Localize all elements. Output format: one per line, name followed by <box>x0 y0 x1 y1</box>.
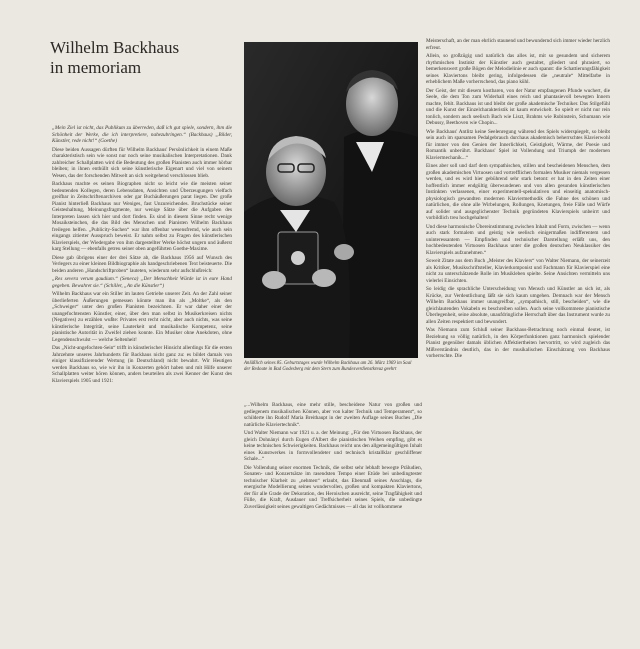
paragraph: Wilhelm Backhaus war ein Stiller im lauten Getriebe unserer Zeit. An der Zahl seiner überlieferten Äußerungen gemessen könnte man ihn als „Moltke“, als den „Schweiger“ unter den großen Pianisten bezeichnen. Er war daher einer der unangefochtensten Künstler, einer, über den man selbst in Musikerkreisen nichts (Negatives) zu erzählen wußte: Privates erst recht nicht, aber auch nichts, was seine künstlerische Integrität, seine Lauterkeit und musikalische Kompetenz, seine pianistische Autorität in Zweifel ziehen konnte. Ein Musiker ohne Anekdoten, ohne Legendenschwulst — welche Seltenheit! <box>52 291 232 343</box>
title-line-1: Wilhelm Backhaus <box>50 38 180 57</box>
paragraph: Was Niemann zum Schluß seiner Backhaus-Betrachtung noch einmal deutet, ist Beziehung so völlig natürlich, in den Körperfunktionen ganz harmonisch spielender Pianist gegenüber damals üblichen Affektiertheiten hervortritt, so wird zugleich das Mißverständnis deutlich, das in der musikalischen Einschätzung von Backhaus vorherrschte. Die <box>426 327 610 359</box>
photo-illustration <box>244 42 418 358</box>
photo-caption: Anläßlich seines 85. Geburtstages wurde Wilhelm Backhaus am 26. März 1969 im Saal der Redoute in Bad Godesberg mit dem Stern zum Bundesverdienstkreuz geehrt <box>244 361 412 372</box>
paragraph: Der Geist, der mit diesem kostbaren, von der Natur empfangenen Pfunde wuchert, die Seele, die dem Ton zum Widerhall eines reich und phantasievoll bewegten Innern machte, fehlt. Backhaus ist und bleibt der große akademische Techniker. Das Stilgefühl und die Kunst der Einzelcharakteristik ist kaum entwickelt. So spielt er nicht nur rein tonlich, sondern auch seelisch Bach wie Liszt, Brahms wie Rubinstein, Schumann wie Debussy, Beethoven wie Chopin... <box>426 87 610 126</box>
paragraph: Meisterschaft, an der man ehrlich staunend und bewundernd sich immer wieder herzlich erfreut. <box>426 38 610 51</box>
paragraph: Die Vollendung seiner enormen Technik, die selbst sehr lebhaft bewegte Präludien, Sonaten- und Konzertsätze im rasendsten Tempo einer Etüde bei unbedingtester technischer Klarheit zu „nehmen“ erlaubt, das Ebenmaß seines Anschlags, die energische Modellierung seines wundervollen, großen und kompakten Klaviertons, der für alle Grade der Dekoration, des Heroischen ausreicht, seine Tragfähigkeit und Fülle, die Kraft, Ausdauer und Treffsicherheit seines Spiels, die unbedingte Zuverlässigkeit seines gewaltigen Gedächtnisses — all das ist vollkommene <box>244 464 422 510</box>
paragraph: Backhaus machte es seinen Biographen nicht so leicht wie die meisten seiner bedeutenden Kollegen, deren Lebensdaten, Ansichten und Überzeugungen vielfach greifbar in Zeitschriftenarchiven oder gar Buchäußerungen parat liegen. Der große Pianist hinterließ Backhaus nur Weniges, fast Unzureichendes. Bruchstücke seiner Geisteshaltung, Meinungsfragmente, nur wenige Sätze über die Aufgaben des Interpreten lassen sich hier und dort finden. Es sind in diesem Sinne recht wenige Mosaiksteinchen, die das Bild des Menschen und Pianisten Wilhelm Backhaus freilegen helfen. „Publicity-Suchen“ war ihm offenbar wesensfremd, wie auch sein eingangs zitierter Ausspruch beweist. Er nahm selbst zu Fragen des künstlerischen Klavierspiels, der Wiedergabe von ihm dargestellter Werke höchst ungern und äußerst karg Stellung — ebenfalls getreu seiner oben angeführten Goethe-Maxime. <box>52 181 232 252</box>
handwriting-quote: „Res severa verum gaudium.“ (Seneca) „Der Menschheit Würde ist in eure Hand gegeben. Bewahret sie.“ (Schiller, „An die Künstler“) <box>52 276 232 289</box>
paragraph: Eines aber soll und darf dem sympathischen, stillen und bescheidenen Menschen, dem großen akademischen Virtuosen und vortrefflichen formalen Musiker niemals vergessen werden, und es wird hier gebührend sehr stark betont: er hat in den Zeiten einer hoffentlich immer endgültig überwundenen und von allen gesunden künstlerischen Instinkten verlassenen, einer experimentell-spekulativen und einseitig anatomisch-physiologisch gewandten modernen Klaviermethodik die Fahne des schönen und natürlichen, die ohne alle Wirbelungen, Rollungen, Knetungen, freie Fälle und Würfe auf solider und ausgeglichenster Technik gegründeten Klavierspiels unbeirrt und vorbildlich treu hochgehalten! <box>426 163 610 221</box>
paragraph: Wie Backhaus' Antlitz keine Seelenregung während des Spiels widerspiegelt, so bleibt sein auch im sparsamen Pedalgebrauch durchaus akademisch beherrschtes Klavierwohl für immer von den Genien der Innerlichkeit, Geistigkeit, Wärme, der Poesie und Romantik unberührt. Backhaus' Spiel ist Vollendung und Triumph der modernen Klaviermechanik...“ <box>426 128 610 161</box>
paragraph: Und diese harmonische Übereinstimmung zwischen Inhalt und Form, zwischen — wenn auch stark formalem und geistig wie seelisch einigermaßen indifferentem und uninteressantem — Empfinden und technischer Darstellung erläßt uns, den hochbedeutenden Virtuosen Backhaus unter die großen deutschen Neuklassiker des Klavierspiels aufzunehmen.“ <box>426 223 610 256</box>
text-column-3 <box>426 38 610 630</box>
backhaus-award-photo <box>244 42 418 358</box>
paragraph: Diese beiden Aussagen dürften für Wilhelm Backhaus' Persönlichkeit in einem Maße charakteristisch sein wie sonst nur noch seine musikalischen Interpretationen. Dank zahlreicher Schallplatten wird die Bedeutung des großen Pianisten auch immer hörbar bleiben; in ihnen enthüllt sich seine künstlerische Eigenart und viel von seinem Wesen, das der forschenden Mitwelt an sich weitgehend verschlossen blieb. <box>52 146 232 179</box>
title-line-2: in memoriam <box>50 58 142 77</box>
paragraph: Und Walter Niemann war 1921 u. a. der Meinung: „Für den Virtuosen Backhaus, der gleich Dohnányi durch Eugen d'Albert die pianistischen Weihen empfing, gibt es keine technischen Schwierigkeiten. Backhaus reicht uns den allgemeingültigen Inhalt eines Kunstwerkes in formvollendeter und technisch kristallklar geschliffener Schale...“ <box>244 430 422 462</box>
text-column-1 <box>52 125 232 630</box>
paragraph: Soweit Zitate aus dem Buch „Meister des Klaviers“ von Walter Niemann, der seinerzeit als Kritiker, Musikschriftsteller, Klavierkomponist und Fachmann für Klavierspiel eine nicht zu unterschätzende Rolle im Musikleben spielte. Seine Ansichten vermitteln uns vielerlei Einsichten. <box>426 258 610 284</box>
text-column-2 <box>244 402 422 632</box>
paragraph: Diese gab übrigens einer der drei Sätze ab, die Backhaus 1956 auf Wunsch des Verlegers zu einer kleinen Bildbiographie als handgeschriebenen Text beisteuerte. Die beiden anderen „Handschriftproben“ lauteten, wiederum sehr aufschlußreich: <box>52 254 232 274</box>
epigraph-quote: „Mein Ziel ist nicht, das Publikum zu überreden, daß ich gut spiele, sondern, ihm die Schönheit der Werke, die ich interpretiere, nahezubringen.“ (Backhaus) „Bilder, Künstler, rede nicht!“ (Goethe) <box>52 125 232 144</box>
paragraph: So leidig die sprachliche Unterscheidung von Mensch und Künstler an sich ist, als Krücke, zur Verdeutlichung läßt sie sich kaum umgehen. Demnach war der Mensch Wilhelm Backhaus immer unangreifbar, „sympathisch, still, bescheiden“, wie die gleichlautenden Vokabeln es beschreiben sollen. Auch seine vollkommene pianistische Überlegenheit, seine absolute, unaufdringliche Herrschaft über das Instrument wurde zu allen Zeiten respektiert und bewundert. <box>426 286 610 325</box>
page-title <box>50 38 179 78</box>
paragraph: Allein, so großzügig und natürlich das alles ist, mit so gesundem und sicherem rhythmischen Instinkt der Künstler auch gestaltet, gliedert und phrasiert, so bemerkenswert große Bögen der Melodielinie er auch spannt: die Schattierungsfähigkeit seines Klaviertons bleibt gering, infolgedessen die „neutrale“ Mittelfarbe in erheblichem Maße vorherrschend, das piano kühl. <box>426 53 610 85</box>
paragraph: „...Wilhelm Backhaus, eine mehr stille, bescheidene Natur von großen und gediegenem musikalischen Können, aber von kalter Technik und Temperament“, so schilderte ihn Rudolf Maria Breithaupt in der zweiten Auflage seines Buches „Die natürliche Klaviertechnik“. <box>244 402 422 428</box>
paragraph: Das „Nicht-angefochten-Sein“ trifft in künstlerischer Hinsicht allerdings für die ersten Jahrzehnte unseres Jahrhunderts für Backhaus nicht ganz zu: es bildet damals von einiger klassifizierender Wertung (in Deutschland) nicht bewahrt. Wir Heutigen werden Backhaus so, wie wir ihn in Konzerten gehört haben und mit Hilfe unserer Schallplatten weiter hören können, anders beurteilen als zwei Kenner der Kunst des Klavierspiels 1905 und 1921: <box>52 345 232 384</box>
